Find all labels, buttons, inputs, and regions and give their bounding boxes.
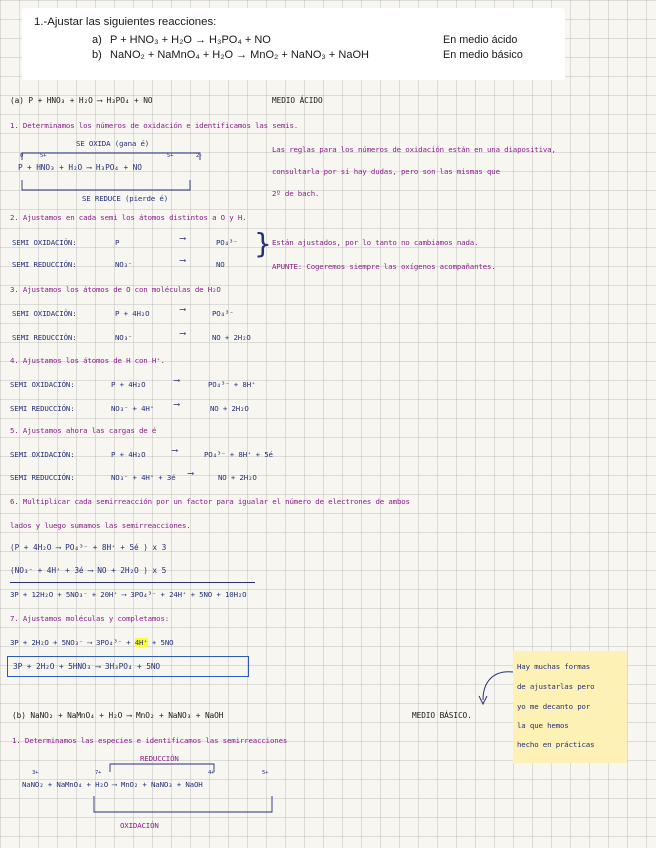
step-7-equation <box>10 638 173 647</box>
sticky-note-line-4: la que hemos <box>517 721 569 730</box>
multiply-ox: (P + 4H₂O ⟶ PO₄³⁻ + 8H⁺ + 5é ) x 3 <box>10 543 167 552</box>
step-7-highlight: 4H⁺ <box>134 638 148 647</box>
problem-statement <box>22 8 565 80</box>
step-2-semi-ox-left: P <box>115 238 120 247</box>
multiply-red: (NO₃⁻ + 4H⁺ + 3é ⟶ NO + 2H₂O ) x 5 <box>10 566 167 575</box>
ox-number-n-product-b: 5+ <box>262 770 269 776</box>
part-b-heading: (b) NaNO₂ + NaMnO₄ + H₂O ⟶ MnO₂ + NaNO₃ + NaOH <box>12 711 224 720</box>
step-3-semi-red-right: NO + 2H₂O <box>212 333 251 342</box>
step-4-semi-red-left: NO₃⁻ + 4H⁺ <box>111 404 154 413</box>
step-3-semi-ox-left: P + 4H₂O <box>115 309 150 318</box>
step-2-semi-red-right: NO <box>216 260 225 269</box>
step-6-text-2: lados y luego sumamos las semirreacciones. <box>10 521 191 530</box>
step-5-text: 5. Ajustamos ahora las cargas de é <box>10 426 157 435</box>
reduction-label: SE REDUCE (pierde é) <box>82 194 168 203</box>
part-b-brackets <box>90 760 280 830</box>
sticky-note <box>513 651 627 763</box>
step-5-semi-red-right: NO + 2H₂O <box>218 473 257 482</box>
brace: } <box>254 227 272 260</box>
step-3-semi-ox-right: PO₄³⁻ <box>212 309 234 318</box>
sum-divider <box>10 582 255 583</box>
step-5-semi-red-left: NO₃⁻ + 4H⁺ + 3é <box>111 473 176 482</box>
step-4-semi-red-right: NO + 2H₂O <box>210 404 249 413</box>
arrow: ⟶ <box>188 469 194 479</box>
step-3-text: 3. Ajustamos los átomos de O con moléculas de H₂O <box>10 285 221 294</box>
reaction-b-equation: NaNO₂ + NaMnO₄ + H₂O → MnO₂ + NaNO₃ + NaOH <box>110 49 369 61</box>
arrow: ⟶ <box>180 329 186 339</box>
reaction-a-medium: En medio ácido <box>443 34 518 46</box>
step-4-semi-red-label: SEMI REDUCCIÓN: <box>10 404 75 413</box>
arrow: ⟶ <box>180 305 186 315</box>
ox-number-mn-b: 7+ <box>95 770 102 776</box>
equation-rest: + HNO₃ + H₂O ⟶ H₃PO₄ + NO <box>27 163 142 172</box>
step-5-semi-ox-label: SEMI OXIDACIÓN: <box>10 450 75 459</box>
step-2-text: 2. Ajustamos en cada semi los átomos distintos a O y H. <box>10 213 247 222</box>
step-5-semi-ox-left: P + 4H₂O <box>111 450 146 459</box>
oxidation-label: SE OXIDA (gana é) <box>76 139 150 148</box>
step-2-note-1: Están ajustados, por lo tanto no cambiamos nada. <box>272 238 479 247</box>
ox-number-n: 5+ <box>40 153 47 159</box>
sum-equation: 3P + 12H₂O + 5NO₃⁻ + 20H⁺ ⟶ 3PO₄³⁻ + 24H⁺ + 5NO + 10H₂O <box>10 590 247 599</box>
equation-p: P <box>18 163 23 172</box>
step-7-text: 7. Ajustamos moléculas y completamos: <box>10 614 170 623</box>
part-b-step-1-text: 1. Determinamos las especies e identificamos las semirreacciones <box>12 736 288 745</box>
problem-title: 1.-Ajustar las siguientes reacciones: <box>34 16 217 28</box>
ox-number-mn-product-b: 4+ <box>208 770 215 776</box>
arrow: ⟶ <box>180 234 186 244</box>
reaction-a-label: a) <box>92 34 102 46</box>
step-4-semi-ox-left: P + 4H₂O <box>111 380 146 389</box>
step-3-semi-red-label: SEMI REDUCCIÓN: <box>12 333 77 342</box>
reduction-label-b: REDUCCIÓN <box>140 754 179 763</box>
step-2-semi-ox-right: PO₄³⁻ <box>216 238 238 247</box>
step-4-semi-ox-right: PO₄³⁻ + 8H⁺ <box>208 380 256 389</box>
part-b-equation: NaNO₂ + NaMnO₄ + H₂O ⟶ MnO₂ + NaNO₃ + NaOH <box>22 780 203 789</box>
step-1-text: 1. Determinamos los números de oxidación e identificamos las semis. <box>10 121 299 130</box>
step-2-semi-ox-label: SEMI OXIDACIÓN: <box>12 238 77 247</box>
step-5-semi-red-label: SEMI REDUCCIÓN: <box>10 473 75 482</box>
step-6-text-1: 6. Multiplicar cada semirreacción por un factor para igualar el número de electrones de ambos <box>10 497 410 506</box>
oxidation-label-b: OXIDACIÓN <box>120 821 159 830</box>
step-2-semi-red-label: SEMI REDUCCIÓN: <box>12 260 77 269</box>
rules-note-line-3: 2º de bach. <box>272 189 320 198</box>
ox-number-n-product: 2- <box>196 153 203 159</box>
rules-note-line-2: consultarla por si hay dudas, pero son las mismas que <box>272 167 500 176</box>
rules-note-line-1: Las reglas para los números de oxidación están en una diapositiva, <box>272 145 556 154</box>
reaction-a-equation: P + HNO₃ + H₂O → H₃PO₄ + NO <box>110 34 271 46</box>
step-4-text: 4. Ajustamos los átomos de H con H⁺. <box>10 356 165 365</box>
step-2-semi-red-left: NO₃⁻ <box>115 260 133 269</box>
reaction-b-medium: En medio básico <box>443 49 523 61</box>
step-3-semi-red-left: NO₃⁻ <box>115 333 133 342</box>
arrow: ⟶ <box>180 256 186 266</box>
part-a-medium: MEDIO ÁCIDO <box>272 96 323 105</box>
ox-number-p-product: 5+ <box>167 153 174 159</box>
step-5-semi-ox-right: PO₄³⁻ + 8H⁺ + 5é <box>204 450 273 459</box>
step-7-right: + 5NO <box>151 638 174 647</box>
part-b-medium: MEDIO BÁSICO. <box>412 711 472 720</box>
arrow: ⟶ <box>174 400 180 410</box>
sticky-note-line-5: hecho en prácticas <box>517 740 595 749</box>
arrow: ⟶ <box>172 446 178 456</box>
reaction-b-label: b) <box>92 49 102 61</box>
sticky-note-line-2: de ajustarlas pero <box>517 682 595 691</box>
final-equation: 3P + 2H₂O + 5HNO₃ ⟶ 3H₃PO₄ + 5NO <box>13 662 161 671</box>
ox-number-n-b: 3+ <box>32 770 39 776</box>
ox-number-p: 0 <box>20 153 24 159</box>
sticky-note-line-1: Hay muchas formas <box>517 662 591 671</box>
step-4-semi-ox-label: SEMI OXIDACIÓN: <box>10 380 75 389</box>
step-7-left: 3P + 2H₂O + 5NO₃⁻ ⟶ 3PO₄³⁻ + <box>10 638 131 647</box>
step-3-semi-ox-label: SEMI OXIDACIÓN: <box>12 309 77 318</box>
note-arrow-icon <box>475 664 517 708</box>
arrow: ⟶ <box>174 376 180 386</box>
step-2-note-2: APUNTE: Cogeremos siempre las oxígenos acompañantes. <box>272 262 496 271</box>
sticky-note-line-3: yo me decanto por <box>517 702 591 711</box>
part-a-heading: (a) P + HNO₃ + H₂O ⟶ H₃PO₄ + NO <box>10 96 153 105</box>
